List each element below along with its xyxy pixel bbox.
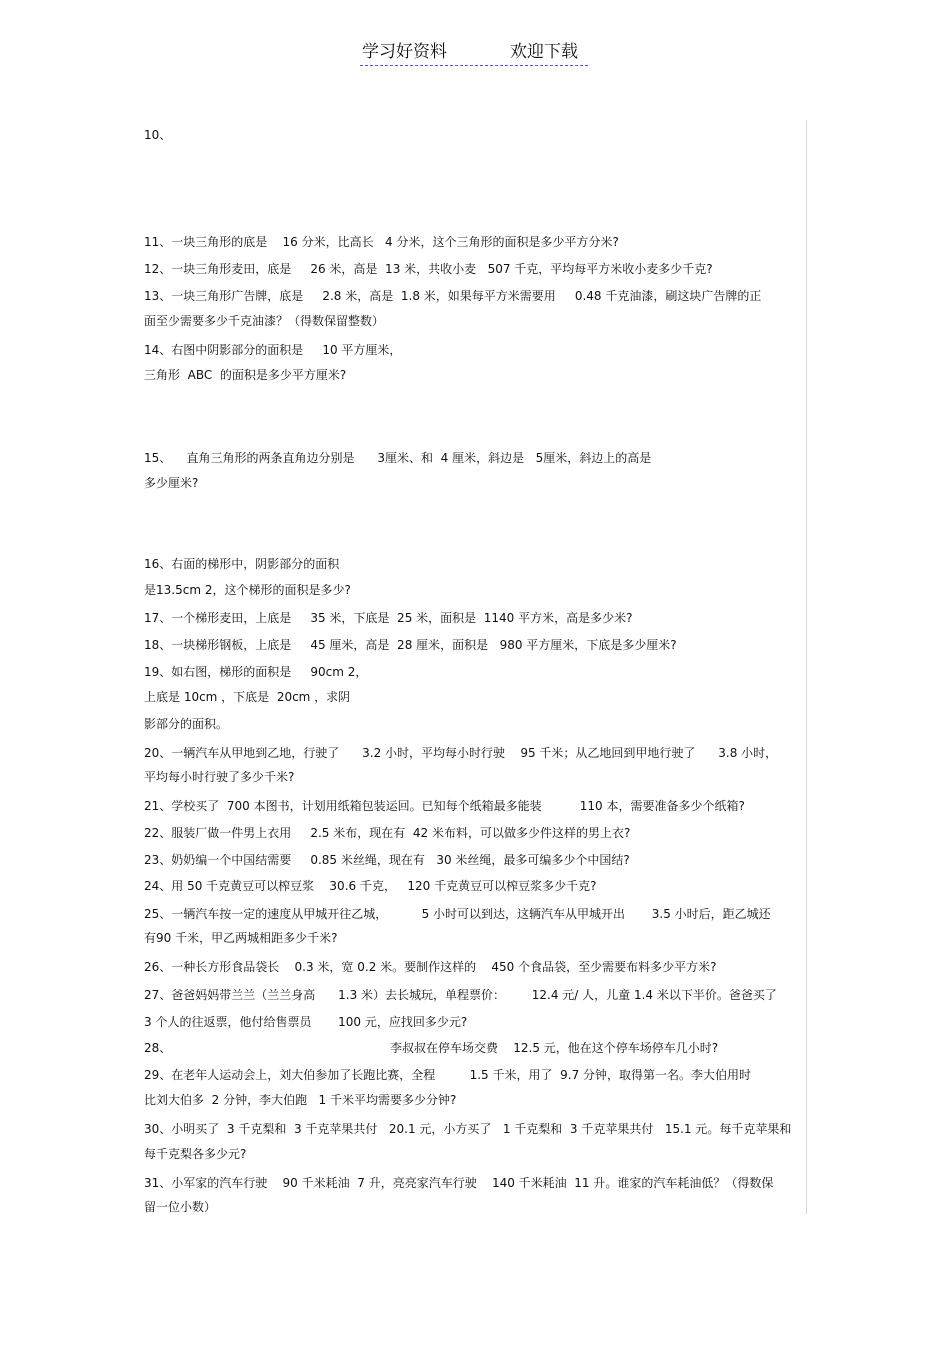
line-12: 12、一块三角形麦田，底是 26 米，高是 13 米，共收小麦 507 千克，平均每平方米收小麦多少千克? <box>144 262 713 276</box>
line-14b: 三角形 ABC 的面积是多少平方厘米? <box>144 368 347 382</box>
line-28-number: 28、 <box>144 1041 172 1055</box>
header-right-text: 欢迎下载 <box>510 42 578 62</box>
line-25a: 25、一辆汽车按一定的速度从甲城开往乙城， 5 小时可以到达，这辆汽车从甲城开出 3.5 小时后，距乙城还 <box>144 907 771 921</box>
line-22: 22、服装厂做一件男上衣用 2.5 米布，现在有 42 米布料，可以做多少件这样的男上衣? <box>144 826 631 840</box>
line-30a: 30、小明买了 3 千克梨和 3 千克苹果共付 20.1 元，小方买了 1 千克梨和 3 千克苹果共付 15.1 元。每千克苹果和 <box>144 1122 792 1136</box>
right-border-line <box>806 120 807 1214</box>
page-header <box>360 40 590 68</box>
line-20b: 平均每小时行驶了多少千米? <box>144 770 295 784</box>
line-18: 18、一块梯形钢板，上底是 45 厘米，高是 28 厘米，面积是 980 平方厘米，下底是多少厘米? <box>144 638 677 652</box>
line-19c: 影部分的面积。 <box>144 717 229 731</box>
line-31a: 31、小军家的汽车行驶 90 千米耗油 7 升，亮亮家汽车行驶 140 千米耗油 11 升。谁家的汽车耗油低？（得数保 <box>144 1176 774 1190</box>
line-13b: 面至少需要多少千克油漆？（得数保留整数） <box>144 314 385 328</box>
line-20a: 20、一辆汽车从甲地到乙地，行驶了 3.2 小时，平均每小时行驶 95 千米；从乙地回到甲地行驶了 3.8 小时， <box>144 746 778 760</box>
line-30b: 每千克梨各多少元? <box>144 1147 247 1161</box>
line-13a: 13、一块三角形广告牌，底是 2.8 米，高是 1.8 米，如果每平方米需要用 0.48 千克油漆，刷这块广告牌的正 <box>144 289 762 303</box>
line-17: 17、一个梯形麦田，上底是 35 米，下底是 25 米，面积是 1140 平方米，高是多少米? <box>144 611 633 625</box>
header-underline <box>360 65 588 66</box>
line-28-text: 李叔叔在停车场交费 12.5 元，他在这个停车场停车几小时? <box>390 1041 719 1055</box>
line-19b: 上底是 10cm ，下底是 20cm ，求阴 <box>144 690 351 704</box>
line-27b: 3 个人的往返票，他付给售票员 100 元，应找回多少元? <box>144 1015 468 1029</box>
line-26: 26、一种长方形食品袋长 0.3 米，宽 0.2 米。要制作这样的 450 个食品袋，至少需要布料多少平方米? <box>144 960 717 974</box>
line-11: 11、一块三角形的底是 16 分米，比高长 4 分米，这个三角形的面积是多少平方分米? <box>144 235 619 249</box>
line-25b: 有90 千米，甲乙两城相距多少千米? <box>144 931 338 945</box>
line-21: 21、学校买了 700 本图书，计划用纸箱包装运回。已知每个纸箱最多能装 110 本，需要准备多少个纸箱? <box>144 799 745 813</box>
line-15a: 15、 直角三角形的两条直角边分别是 3厘米、和 4 厘米，斜边是 5厘米，斜边上的高是 <box>144 451 652 465</box>
line-27a: 27、爸爸妈妈带兰兰（兰兰身高 1.3 米）去长城玩，单程票价： 12.4 元/ 人，儿童 1.4 米以下半价。爸爸买了 <box>144 988 777 1002</box>
line-31b: 留一位小数） <box>144 1200 217 1214</box>
header-left-text: 学习好资料 <box>362 42 447 62</box>
line-19a: 19、如右图，梯形的面积是 90cm 2， <box>144 665 368 679</box>
line-15b: 多少厘米? <box>144 476 199 490</box>
line-14a: 14、右图中阴影部分的面积是 10 平方厘米， <box>144 343 402 357</box>
line-29b: 比刘大伯多 2 分钟，李大伯跑 1 千米平均需要多少分钟? <box>144 1093 457 1107</box>
line-24: 24、用 50 千克黄豆可以榨豆浆 30.6 千克， 120 千克黄豆可以榨豆浆多少千克? <box>144 879 597 893</box>
line-16b: 是13.5cm 2，这个梯形的面积是多少? <box>144 583 351 597</box>
line-29a: 29、在老年人运动会上，刘大伯参加了长跑比赛，全程 1.5 千米，用了 9.7 分钟，取得第一名。李大伯用时 <box>144 1068 752 1082</box>
line-16a: 16、右面的梯形中，阴影部分的面积 <box>144 557 340 571</box>
line-23: 23、奶奶编一个中国结需要 0.85 米丝绳，现在有 30 米丝绳，最多可编多少个中国结? <box>144 853 630 867</box>
line-10: 10、 <box>144 128 172 142</box>
